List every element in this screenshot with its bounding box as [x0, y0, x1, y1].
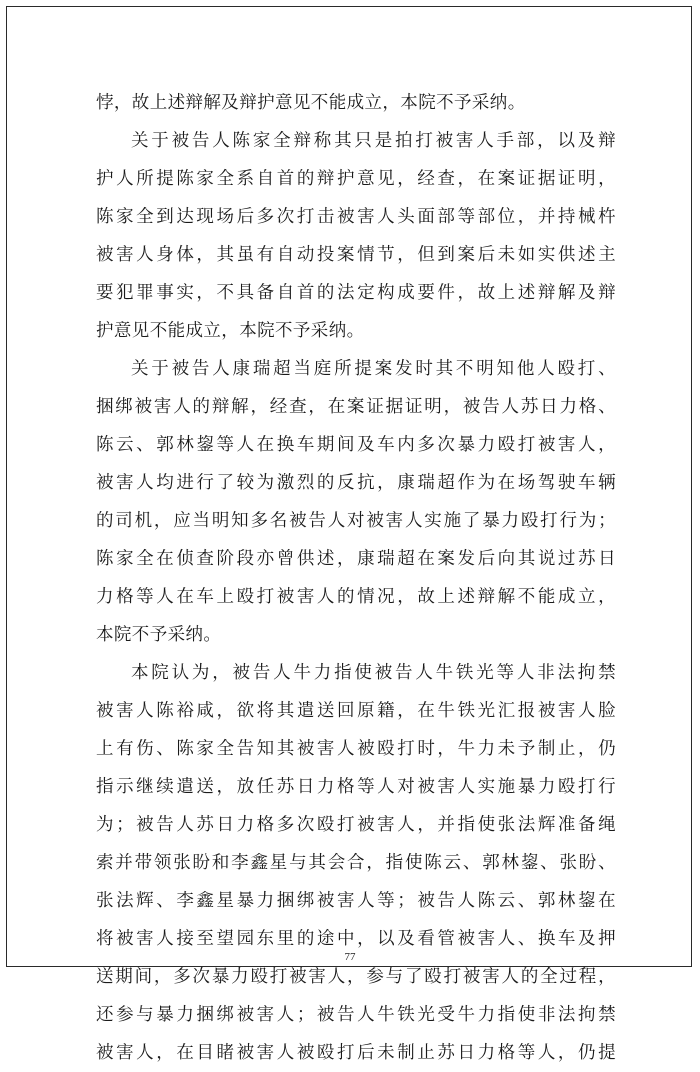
text-line: 力格等人在车上殴打被害人的情况，故上述辩解不能成立，: [96, 587, 616, 607]
text-line: 本院认为，被告人牛力指使被告人牛铁光等人非法拘禁: [131, 663, 616, 683]
text-line: 陈云、郭林鋆等人在换车期间及车内多次暴力殴打被害人，: [96, 435, 616, 455]
text-line: 关于被告人康瑞超当庭所提案发时其不明知他人殴打、: [131, 359, 616, 379]
text-line: 陈家全到达现场后多次打击被害人头面部等部位，并持械杵: [96, 207, 616, 227]
text-line: 悖，故上述辩解及辩护意见不能成立，本院不予采纳。: [96, 93, 526, 113]
text-line: 送期间，多次暴力殴打被害人，参与了殴打被害人的全过程，: [96, 967, 616, 987]
text-line: 本院不予采纳。: [96, 625, 222, 645]
document-body: [96, 84, 616, 1072]
text-line: 陈家全在侦查阶段亦曾供述，康瑞超在案发后向其说过苏日: [96, 549, 616, 569]
text-line: 还参与暴力捆绑被害人；被告人牛铁光受牛力指使非法拘禁: [96, 1005, 616, 1025]
text-line: 被害人均进行了较为激烈的反抗，康瑞超作为在场驾驶车辆: [96, 473, 616, 493]
text-line: 护人所提陈家全系自首的辩护意见，经查，在案证据证明，: [96, 169, 616, 189]
text-line: 将被害人接至望园东里的途中，以及看管被害人、换车及押: [96, 929, 616, 949]
text-line: 上有伤、陈家全告知其被害人被殴打时，牛力未予制止，仍: [96, 739, 616, 759]
text-line: 护意见不能成立，本院不予采纳。: [96, 321, 365, 341]
text-line: 关于被告人陈家全辩称其只是拍打被害人手部，以及辩: [131, 131, 616, 151]
page-number: 77: [344, 951, 356, 963]
text-line: 张法辉、李鑫星暴力捆绑被害人等；被告人陈云、郭林鋆在: [96, 891, 616, 911]
text-line: 为；被告人苏日力格多次殴打被害人，并指使张法辉准备绳: [96, 815, 616, 835]
text-line: 指示继续遣送，放任苏日力格等人对被害人实施暴力殴打行: [96, 777, 616, 797]
text-line: 被害人，在目睹被害人被殴打后未制止苏日力格等人，仍提: [96, 1043, 616, 1063]
text-line: 要犯罪事实，不具备自首的法定构成要件，故上述辩解及辩: [96, 283, 616, 303]
text-line: 的司机，应当明知多名被告人对被害人实施了暴力殴打行为；: [96, 511, 616, 531]
text-line: 被害人陈裕咸，欲将其遣送回原籍，在牛铁光汇报被害人脸: [96, 701, 616, 721]
text-line: 被害人身体，其虽有自动投案情节，但到案后未如实供述主: [96, 245, 616, 265]
text-line: 捆绑被害人的辩解，经查，在案证据证明，被告人苏日力格、: [96, 397, 616, 417]
text-line: 索并带领张盼和李鑫星与其会合，指使陈云、郭林鋆、张盼、: [96, 853, 616, 873]
